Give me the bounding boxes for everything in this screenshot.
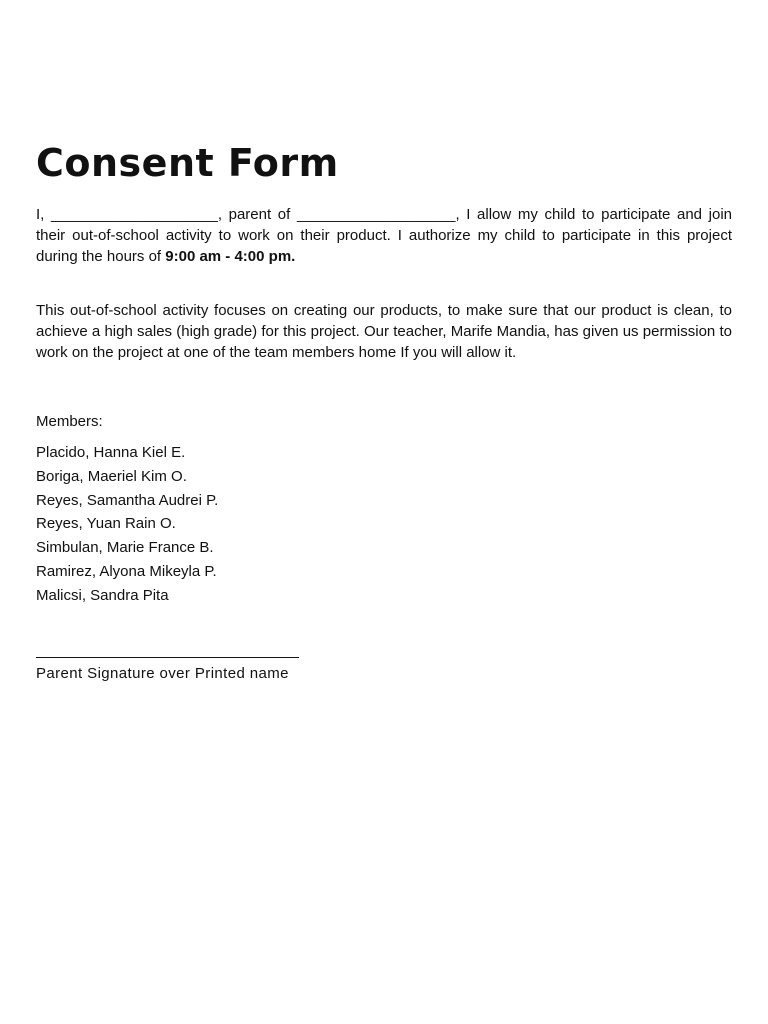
consent-paragraph	[36, 204, 732, 267]
consent-text: I, ____________________, parent of ___________________, I allow my child to participate and join their out-of-school activity to work on their product. I authorize my child to participate in this project during the hours of	[36, 206, 732, 265]
member-name: Boriga, Maeriel Kim O.	[36, 467, 187, 485]
members-list	[36, 441, 218, 608]
members-label: Members:	[36, 413, 103, 430]
signature-label: Parent Signature over Printed name	[36, 665, 289, 682]
member-name: Malicsi, Sandra Pita	[36, 586, 169, 604]
member-name: Reyes, Yuan Rain O.	[36, 515, 176, 533]
member-name: Placido, Hanna Kiel E.	[36, 444, 186, 461]
page-title: Consent Form	[36, 141, 339, 185]
activity-hours: 9:00 am - 4:00 pm.	[165, 248, 296, 265]
signature-line	[36, 657, 299, 658]
member-name: Simbulan, Marie France B.	[36, 539, 214, 557]
activity-description: This out-of-school activity focuses on creating our products, to make sure that our product is clean, to achieve a high sales (high grade) for this project. Our teacher, Marife Mandia, has given us permission to work on the project at one of the team members home If you will allow it.	[36, 302, 732, 361]
member-name: Ramirez, Alyona Mikeyla P.	[36, 562, 217, 580]
member-name: Reyes, Samantha Audrei P.	[36, 491, 219, 509]
